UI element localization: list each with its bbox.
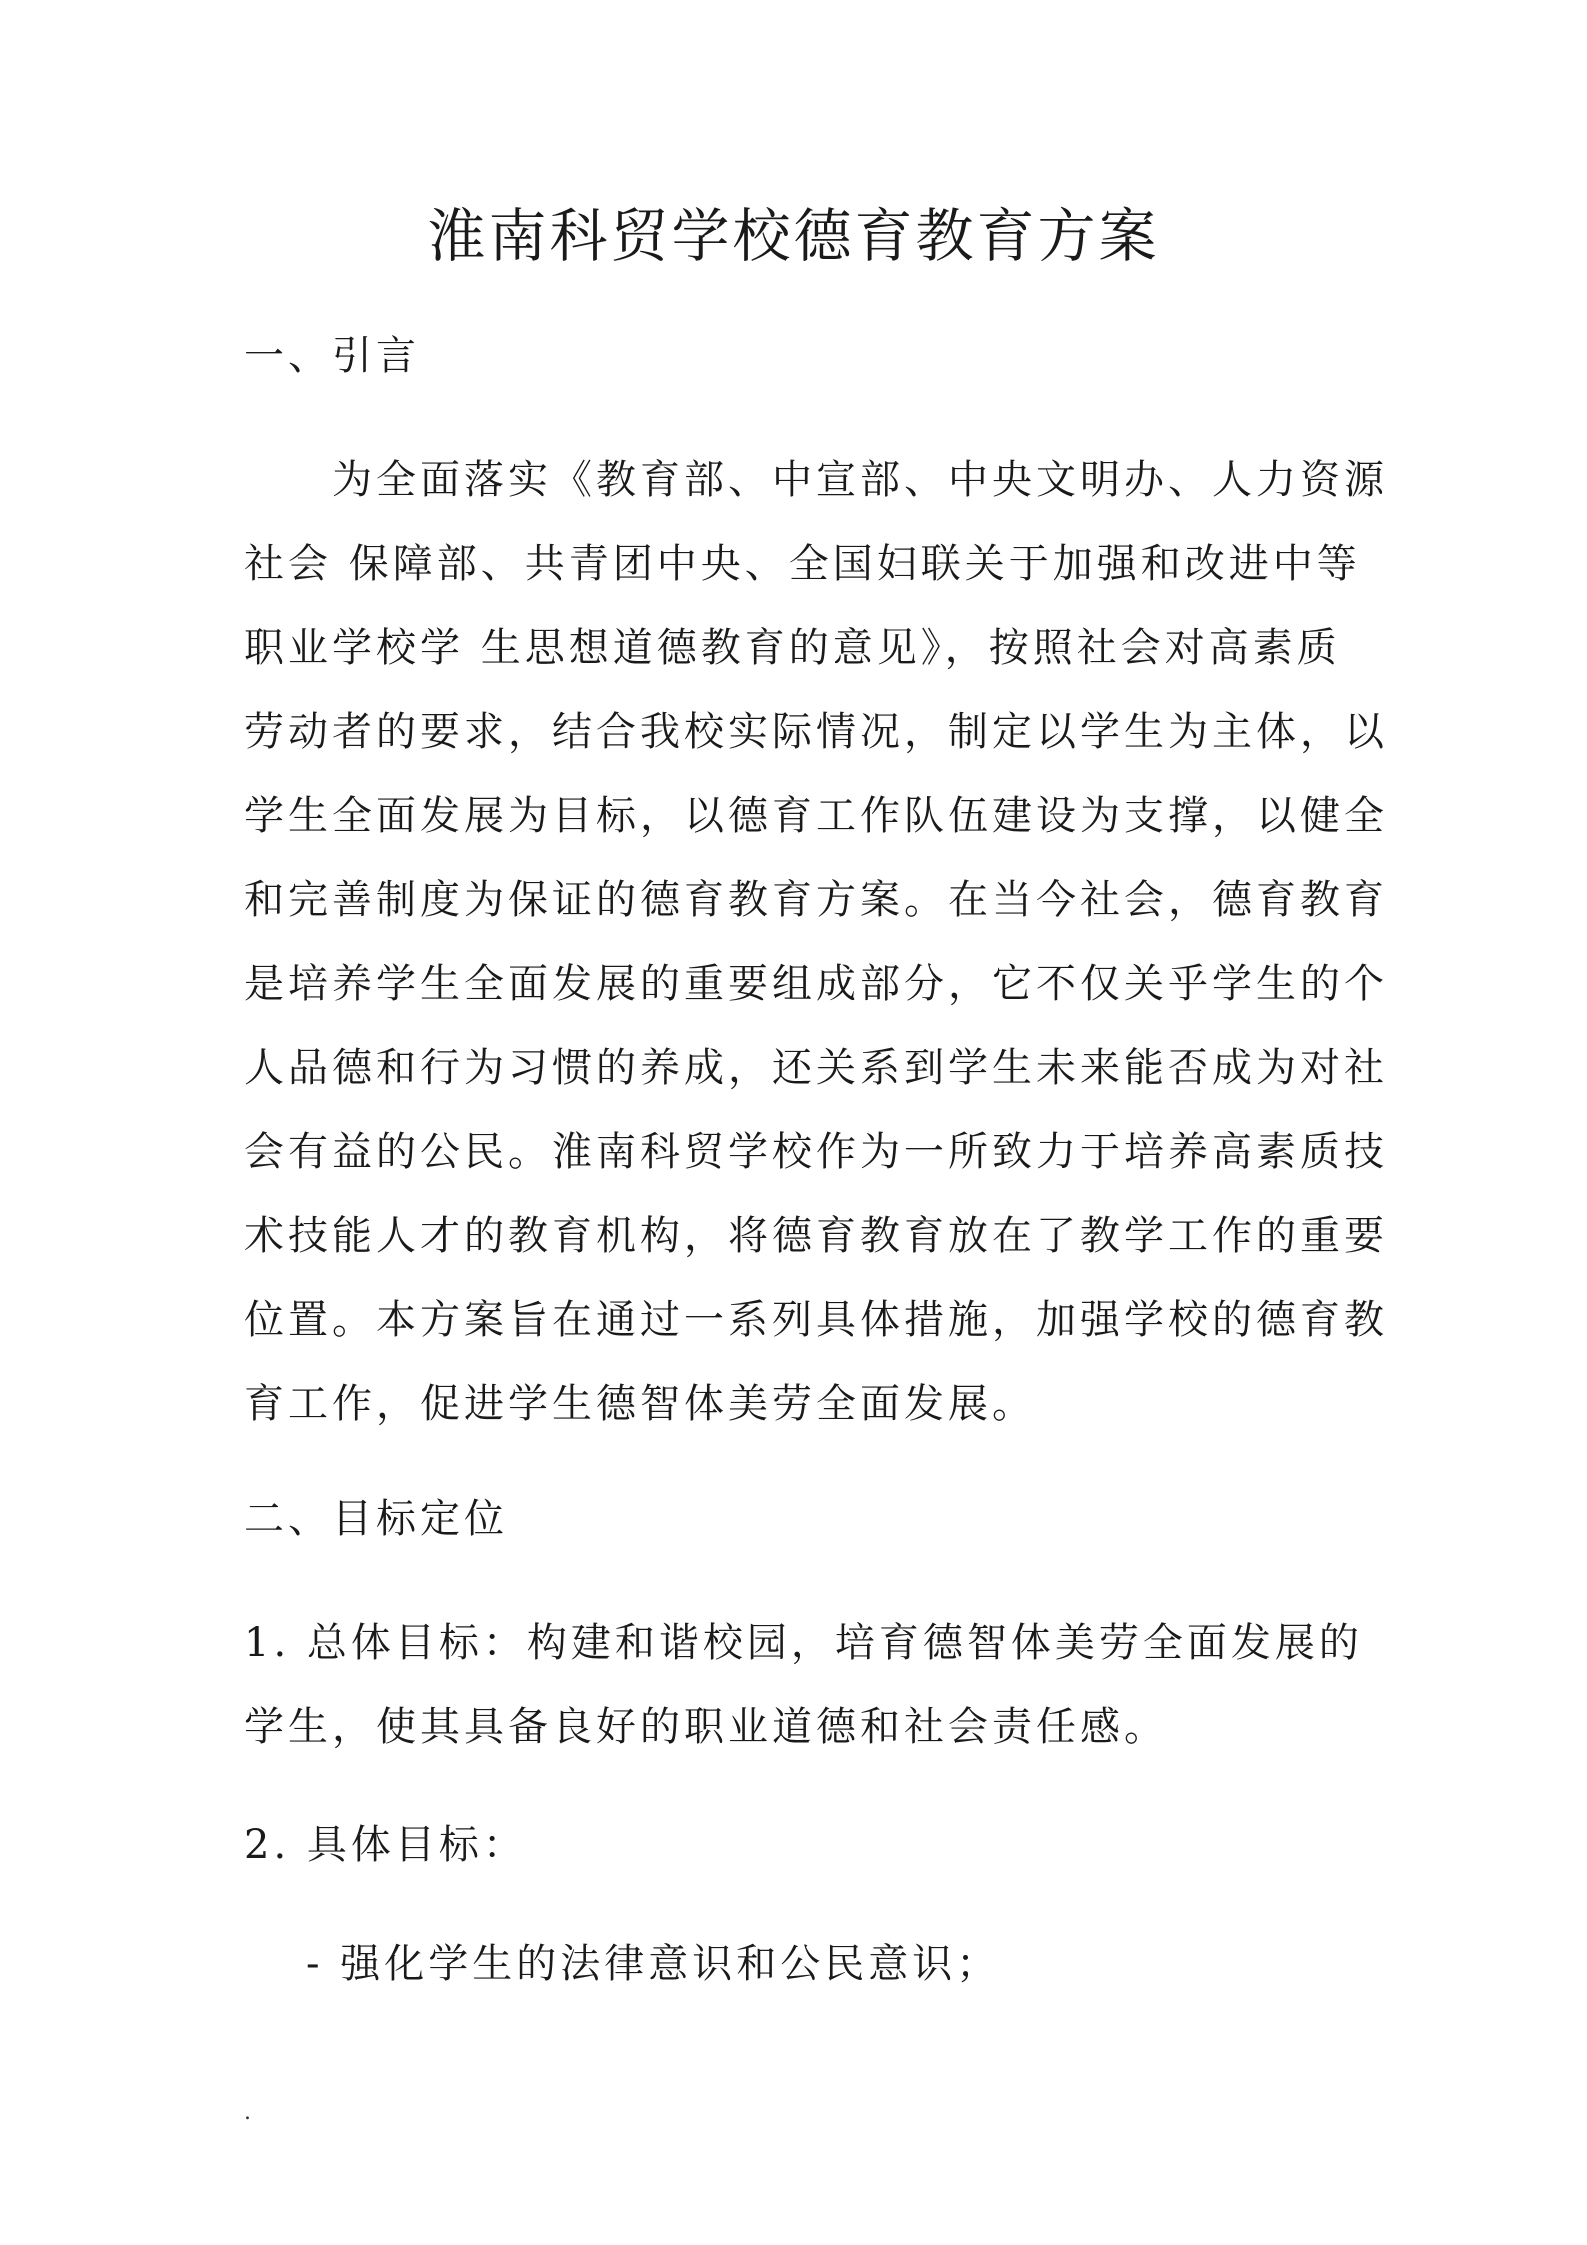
paragraph-line: 和完善制度为保证的德育教育方案。在当今社会，德育教育 (244, 877, 1388, 923)
overall-goal-paragraph (244, 1601, 1363, 1769)
paragraph-line: 学生全面发展为目标，以德育工作队伍建设为支撑，以健全 (244, 793, 1388, 839)
paragraph-line: 是培养学生全面发展的重要组成部分，它不仅关乎学生的个 (244, 961, 1388, 1007)
paragraph-line: 1. 总体目标：构建和谐校园，培育德智体美劳全面发展的 (244, 1620, 1363, 1666)
document-title: 淮南科贸学校德育教育方案 (427, 202, 1160, 270)
paragraph-line: 会有益的公民。淮南科贸学校作为一所致力于培养高素质技 (244, 1129, 1388, 1175)
paragraph-line: 职业学校学 生思想道德教育的意见》，按照社会对高素质 (244, 625, 1341, 671)
footer-mark: . (244, 2100, 251, 2125)
list-item: - 强化学生的法律意识和公民意识； (306, 1941, 1001, 1987)
paragraph-line: 育工作，促进学生德智体美劳全面发展。 (244, 1381, 1036, 1427)
paragraph-line: 劳动者的要求，结合我校实际情况，制定以学生为主体，以 (244, 709, 1388, 755)
section-heading-goals: 二、目标定位 (244, 1496, 508, 1542)
specific-goals-heading (244, 1803, 1360, 1887)
paragraph-line: 学生，使其具备良好的职业道德和社会责任感。 (244, 1704, 1168, 1750)
paragraph-line: 社会 保障部、共青团中央、全国妇联关于加强和改进中等 (244, 541, 1361, 587)
paragraph-line: 2. 具体目标： (244, 1822, 527, 1868)
paragraph-line: 术技能人才的教育机构，将德育教育放在了教学工作的重要 (244, 1213, 1388, 1259)
paragraph-line: 为全面落实《教育部、中宣部、中央文明办、人力资源 (332, 457, 1388, 503)
specific-goal-item (306, 1922, 1422, 2006)
introduction-paragraph (244, 438, 1388, 1446)
paragraph-line: 人品德和行为习惯的养成，还关系到学生未来能否成为对社 (244, 1045, 1388, 1091)
paragraph-line: 位置。本方案旨在通过一系列具体措施，加强学校的德育教 (244, 1297, 1388, 1343)
section-heading-introduction: 一、引言 (244, 333, 420, 379)
